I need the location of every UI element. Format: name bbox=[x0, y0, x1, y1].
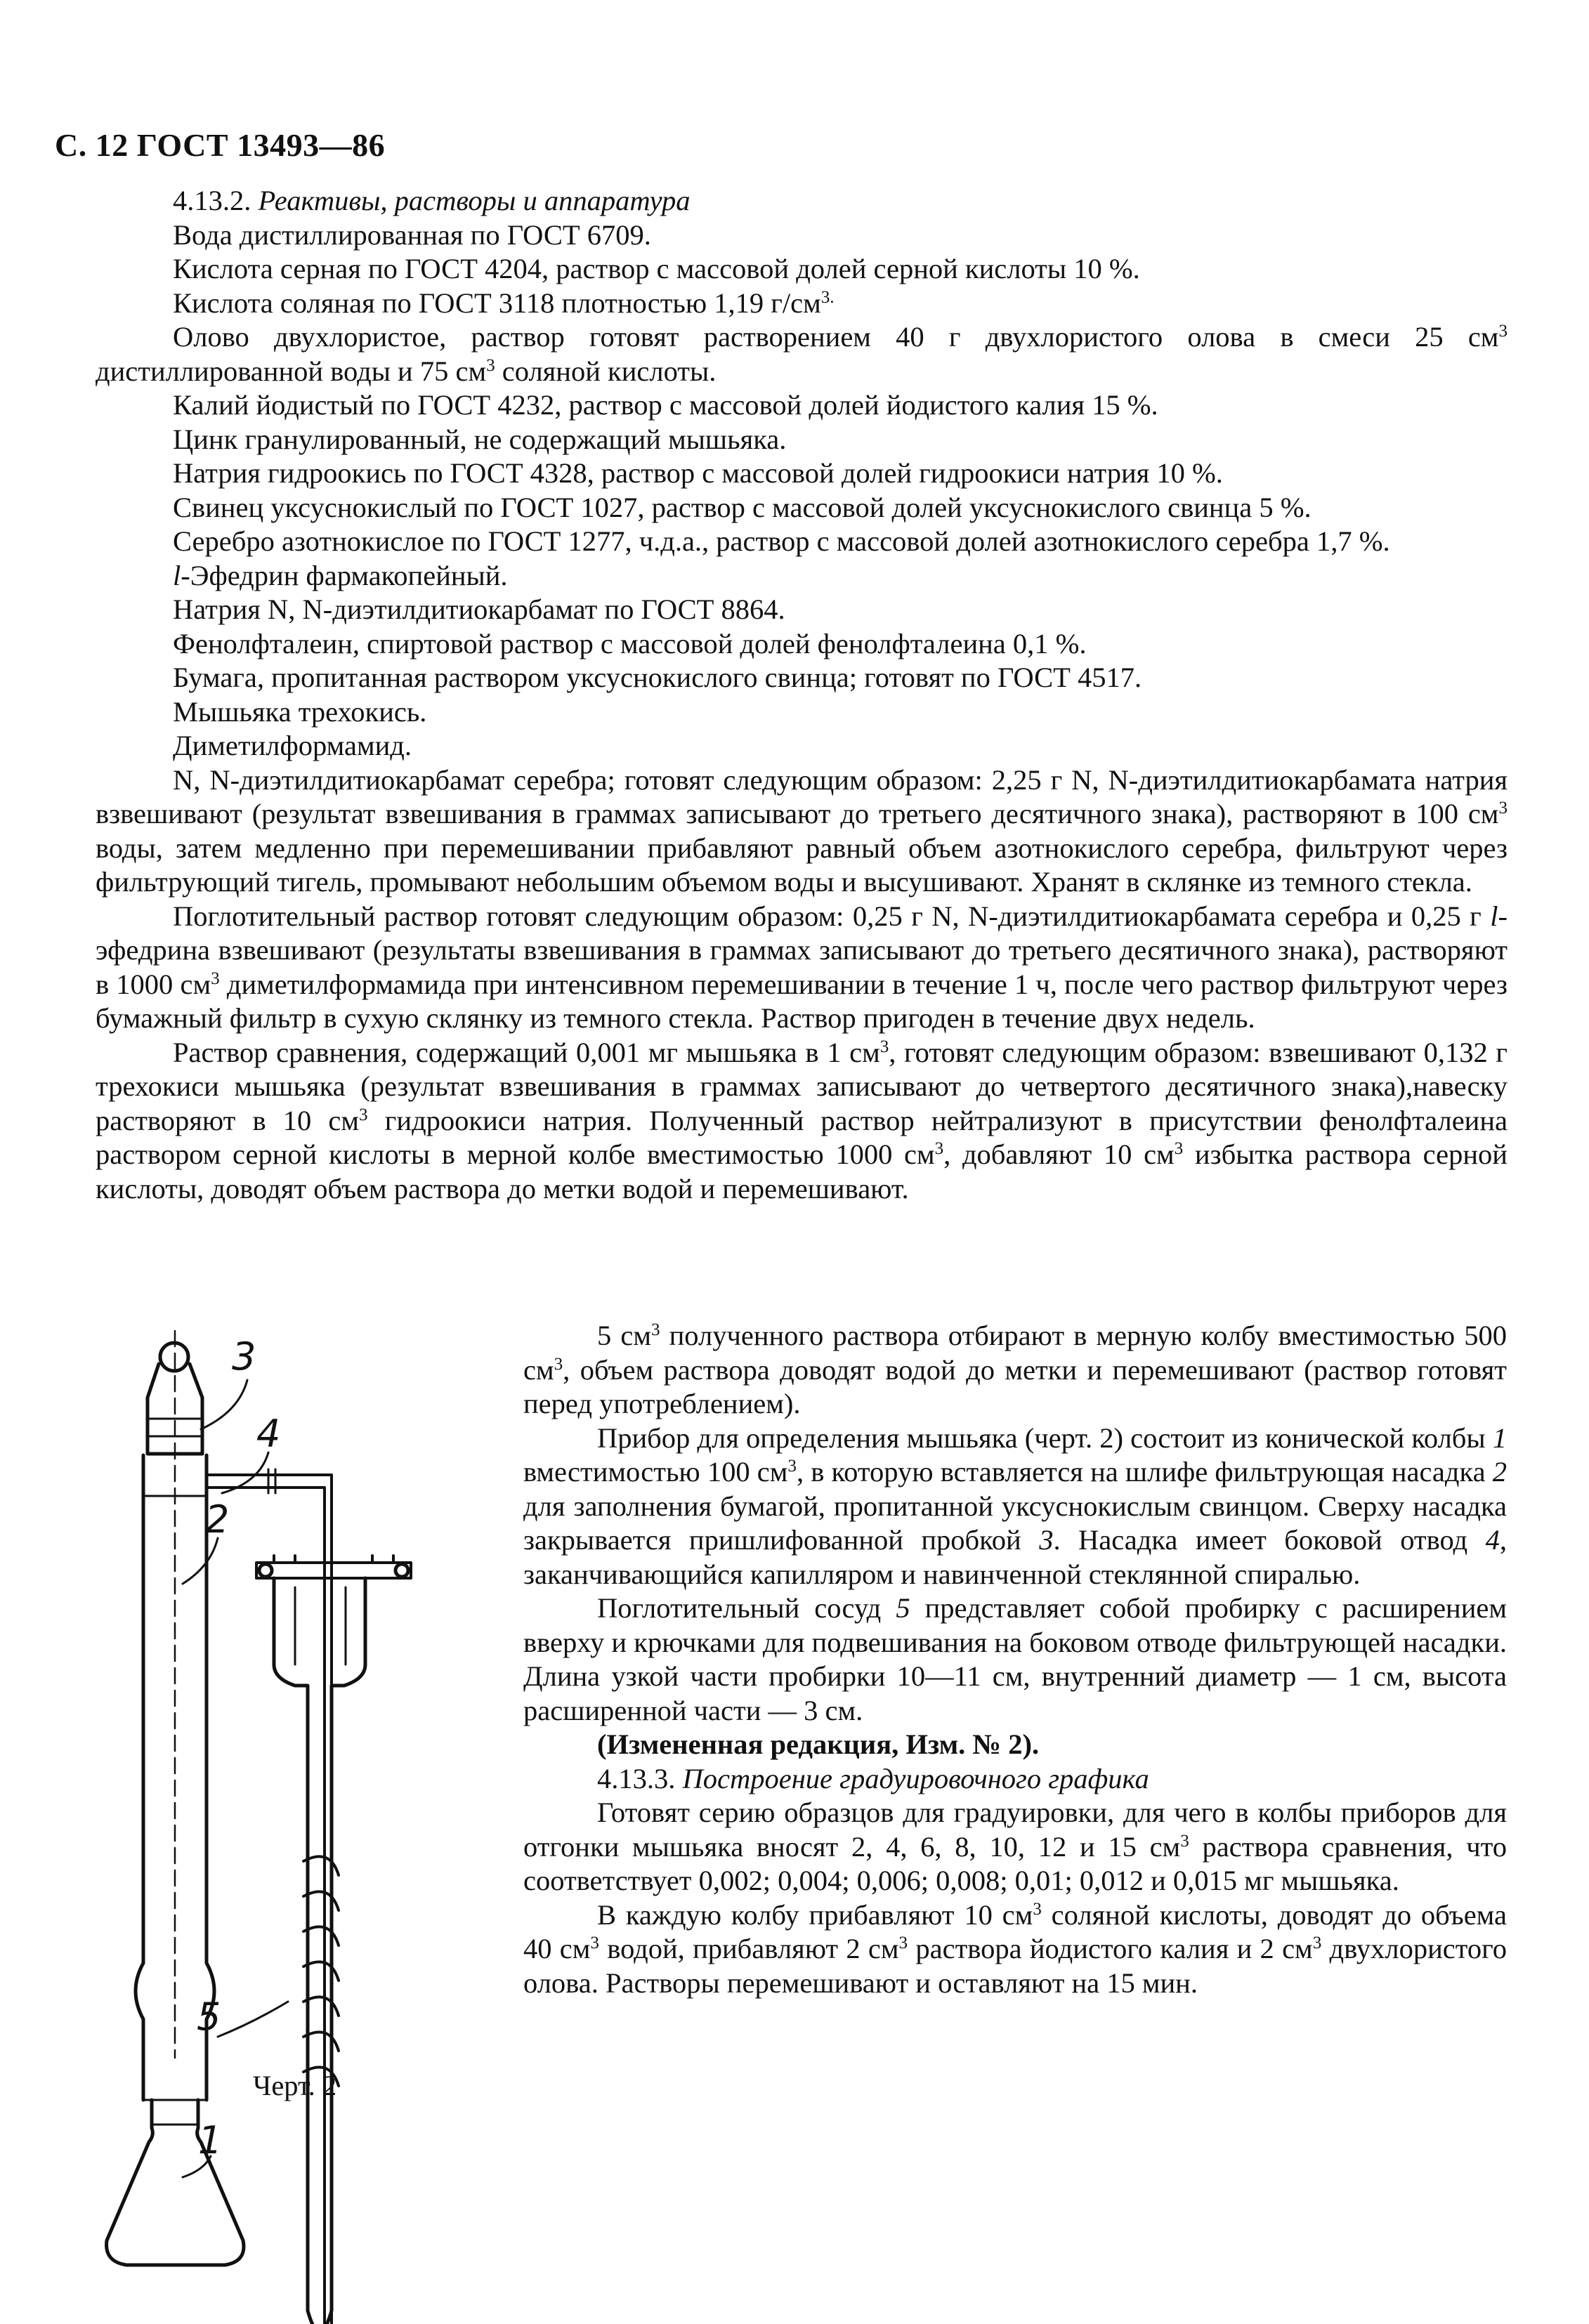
part-number: 2 bbox=[1492, 1456, 1507, 1488]
paragraph-text: Готовят серию образцов для градуировки, для чего в колбы приборов для отгонки мышьяка вносят 2, 4, 6, 8, 10, 12 и 15 см bbox=[523, 1797, 1507, 1863]
reagent-line: Натрия N, N-диэтилдитиокарбамат по ГОСТ 8864. bbox=[173, 593, 785, 625]
reagent-line: Свинец уксуснокислый по ГОСТ 1027, раствор с массовой долей уксуснокислого свинца 5 %. bbox=[173, 491, 1312, 523]
edition-note: (Измененная редакция, Изм. № 2). bbox=[597, 1728, 1040, 1760]
paragraph-text: Прибор для определения мышьяка (черт. 2) состоит из конической колбы bbox=[597, 1422, 1493, 1454]
reagent-line: Бумага, пропитанная раствором уксуснокислого свинца; готовят по ГОСТ 4517. bbox=[173, 662, 1142, 693]
superscript: 3 bbox=[211, 969, 220, 988]
paragraph-reagent-addition bbox=[523, 1898, 1507, 2001]
reagent-line bbox=[96, 320, 1508, 388]
section-4-13-3-heading bbox=[523, 1762, 1507, 1797]
label-4: 4 bbox=[256, 1412, 281, 1456]
reagent-line: Натрия гидроокись по ГОСТ 4328, раствор с массовой долей гидроокиси натрия 10 %. bbox=[173, 457, 1223, 489]
superscript: 3 bbox=[1033, 1899, 1042, 1919]
section-title: Построение градуировочного графика bbox=[682, 1762, 1149, 1794]
superscript: 3 bbox=[1180, 1831, 1189, 1851]
paragraph-text: Поглотительный раствор готовят следующим образом: 0,25 г N, N-диэтилдитиокарбамата серебра и 0,25 г bbox=[173, 900, 1491, 932]
paragraph-text: В каждую колбу прибавляют 10 см bbox=[597, 1898, 1033, 1931]
paragraph-text: представляет собой пробирку с расширением вверху и крючками для подвешивания на боковом отводе фильтрующей насадки. Длина узкой части пробирки 10—11 см, внутренний диаметр — 1 см, высота расширенной части — 3 см. bbox=[523, 1592, 1508, 1726]
section-number: 4.13.2. bbox=[173, 185, 251, 216]
part-number: 5 bbox=[896, 1592, 910, 1624]
superscript: 3 bbox=[898, 1934, 908, 1953]
section-4-13-2-heading bbox=[96, 184, 1508, 218]
label-1: 1 bbox=[198, 2118, 223, 2162]
reagent-text: Кислота соляная по ГОСТ 3118 плотностью 1,19 г/см bbox=[173, 287, 821, 319]
paragraph-text: , заканчивающийся капилляром и навинченной стеклянной спиралью. bbox=[523, 1524, 1507, 1590]
section-number: 4.13.3. bbox=[597, 1762, 676, 1794]
reagent-line: Серебро азотнокислое по ГОСТ 1277, ч.д.а., раствор с массовой долей азотнокислого серебра 1,7 %. bbox=[173, 525, 1390, 557]
part-number: 3 bbox=[1039, 1524, 1054, 1556]
paragraph-text: избытка раствора серной кислоты, доводят объем раствора до метки водой и перемешивают. bbox=[96, 1138, 1508, 1204]
paragraph-text: вместимостью 100 см bbox=[523, 1456, 788, 1488]
reagent-line bbox=[96, 559, 1508, 593]
superscript: 3. bbox=[820, 287, 835, 307]
paragraph-text: , объем раствора доводят водой до метки и перемешивают (раствор готовят перед употреблением). bbox=[523, 1353, 1507, 1419]
paragraph-text: , готовят следующим образом: взвешивают 0,132 г трехокиси мышьяка (результат взвешивания в граммах записывают до четвертого десятичного знака),навеску растворяют в 10 см bbox=[96, 1036, 1508, 1136]
paragraph-text: водой, прибавляют 2 см bbox=[599, 1933, 899, 1964]
paragraph-text: воды, затем медленно при перемешивании прибавляют равный объем азотнокислого серебра, фильтруют через фильтрующий тигель, промывают небольшим объемом воды и высушивают. Хранят в склянке из темного стекла. bbox=[96, 832, 1508, 898]
paragraph-text: , в которую вставляется на шлифе фильтрующая насадка bbox=[796, 1456, 1493, 1488]
side-column-text bbox=[523, 1319, 1507, 2000]
superscript: 3 bbox=[486, 355, 495, 375]
part-number: 1 bbox=[1492, 1422, 1507, 1454]
italic-prefix: l bbox=[1490, 900, 1498, 932]
superscript: 3 bbox=[934, 1139, 944, 1159]
superscript: 3 bbox=[590, 1934, 599, 1953]
superscript: 3 bbox=[554, 1354, 563, 1374]
paragraph-text: соляной кислоты, доводят до объема 40 см bbox=[523, 1898, 1507, 1964]
reagent-text: -Эфедрин фармакопейный. bbox=[181, 559, 508, 591]
label-3: 3 bbox=[232, 1334, 256, 1379]
reagent-text: соляной кислоты. bbox=[495, 355, 717, 387]
absorber-5 bbox=[274, 1578, 365, 2324]
superscript: 3 bbox=[650, 1320, 660, 1340]
reagent-line: Фенолфталеин, спиртовой раствор с массовой долей фенолфталеина 0,1 %. bbox=[173, 627, 1087, 659]
paragraph-absorber bbox=[523, 1591, 1507, 1728]
paragraph-text: диметилформамида при интенсивном перемешивании в течение 1 ч, после чего раствор фильтруют через бумажный фильтр в сухую склянку из темного стекла. Раствор пригоден в течение двух недель. bbox=[96, 968, 1508, 1034]
paragraph-dilution bbox=[523, 1319, 1507, 1422]
superscript: 3 bbox=[1498, 799, 1508, 818]
superscript: 3 bbox=[359, 1105, 368, 1124]
paragraph-text: Раствор сравнения, содержащий 0,001 мг мышьяка в 1 см bbox=[173, 1036, 880, 1068]
paragraph-calibration bbox=[523, 1796, 1507, 1898]
reagent-line: Вода дистиллированная по ГОСТ 6709. bbox=[173, 218, 651, 251]
paragraph-text: для заполнения бумагой, пропитанной уксуснокислым свинцом. Сверху насадка закрывается пришлифованной пробкой bbox=[523, 1490, 1507, 1556]
reagent-line bbox=[96, 287, 1508, 321]
page-header: С. 12 ГОСТ 13493—86 bbox=[55, 127, 386, 163]
paragraph-text: 5 см bbox=[597, 1320, 651, 1351]
label-2: 2 bbox=[205, 1497, 230, 1542]
main-text bbox=[96, 184, 1508, 1206]
italic-prefix: l bbox=[173, 559, 181, 591]
paragraph-apparatus bbox=[523, 1422, 1507, 1592]
paragraph-text: гидроокиси натрия. Полученный раствор нейтрализуют в присутствии фенолфталеина раствором серной кислоты в мерной колбе вместимостью 1000 см bbox=[96, 1104, 1508, 1170]
paragraph-text: двухлористого олова. Растворы перемешивают и оставляют на 15 мин. bbox=[523, 1933, 1507, 1999]
paragraph-text: -эфедрина взвешивают (результаты взвешивания в граммах записывают до третьего десятичного знака), растворяют в 1000 см bbox=[96, 900, 1508, 1000]
paragraph-silver-dtc bbox=[96, 763, 1508, 900]
clamp bbox=[256, 1563, 411, 1578]
paragraph-text: полученного раствора отбирают в мерную колбу вместимостью 500 см bbox=[523, 1320, 1507, 1386]
paragraph-text: N, N-диэтилдитиокарбамат серебра; готовят следующим образом: 2,25 г N, N-диэтилдитиокарбамата натрия взвешивают (результат взвешивания в граммах записывают до третьего десятичного знака), растворяют в 100 см bbox=[96, 763, 1508, 829]
reagent-line: Мышьяка трехокись. bbox=[173, 695, 427, 728]
paragraph-text: , добавляют 10 см bbox=[943, 1138, 1175, 1170]
paragraph-text: Поглотительный сосуд bbox=[597, 1592, 896, 1624]
paragraph-absorbing-solution bbox=[96, 900, 1508, 1036]
section-title: Реактивы, растворы и аппаратура bbox=[258, 185, 691, 216]
label-5: 5 bbox=[197, 1995, 221, 2039]
reagent-line: Диметилформамид. bbox=[173, 730, 412, 761]
paragraph-reference-solution bbox=[96, 1036, 1508, 1207]
superscript: 3 bbox=[1312, 1934, 1322, 1953]
paragraph-text: . Насадка имеет боковой отвод bbox=[1053, 1524, 1486, 1556]
paragraph-text: раствора йодистого калия и 2 см bbox=[908, 1933, 1313, 1964]
part-number: 4 bbox=[1485, 1524, 1500, 1556]
reagent-text: дистиллированной воды и 75 см bbox=[96, 355, 487, 387]
superscript: 3 bbox=[787, 1457, 797, 1476]
reagent-line: Кислота серная по ГОСТ 4204, раствор с массовой долей серной кислоты 10 %. bbox=[173, 253, 1140, 284]
reagent-line: Калий йодистый по ГОСТ 4232, раствор с массовой долей йодистого калия 15 %. bbox=[173, 389, 1158, 421]
reagent-text: Олово двухлористое, раствор готовят растворением 40 г двухлористого олова в смеси 25 см bbox=[173, 321, 1499, 353]
superscript: 3 bbox=[879, 1037, 889, 1056]
figure-caption: Черт. 2 bbox=[253, 2070, 337, 2101]
superscript: 3 bbox=[1174, 1139, 1184, 1159]
superscript: 3 bbox=[1498, 322, 1508, 341]
paragraph-text: раствора сравнения, что соответствует 0,002; 0,004; 0,006; 0,008; 0,01; 0,012 и 0,015 мг мышьяка. bbox=[523, 1830, 1508, 1896]
reagent-line: Цинк гранулированный, не содержащий мышьяка. bbox=[173, 423, 787, 455]
